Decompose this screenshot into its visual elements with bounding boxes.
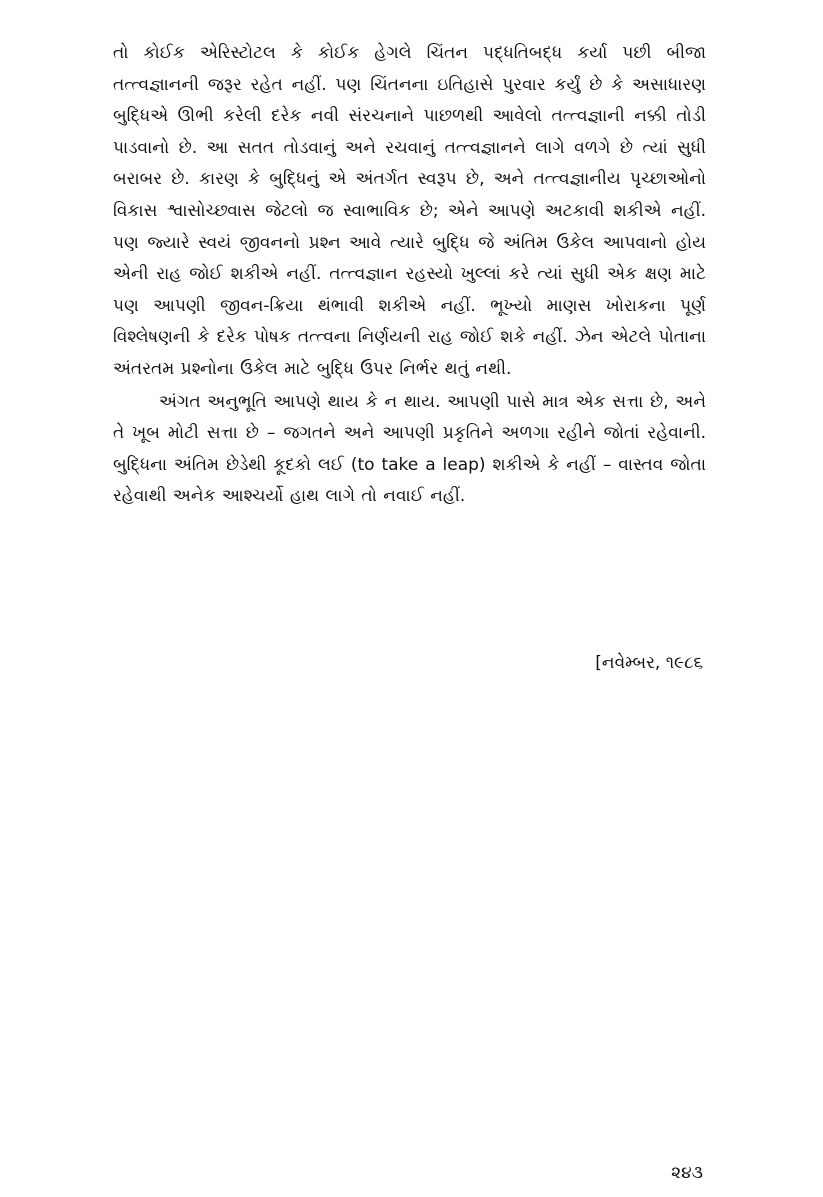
date-signature: [નવેમ્બર, ૧૯૮૬	[595, 653, 703, 673]
body-text	[113, 38, 706, 513]
paragraph-2: અંગત અનુભૂતિ આપણે થાય કે ન થાય. આપણી પાસે માત્ર એક સત્તા છે, અને તે ખૂબ મોટી સત્તા છે – જગતને અને આપણી પ્રકૃતિને અળગા રહીને જોતાં રહેવાની. બુદ્ધિના અંતિમ છેડેથી કૂદકો લઈ (to take a leap) શકીએ કે નહીં – વાસ્તવ જોતા રહેવાથી અનેક આશ્ચર્યો હાથ લાગે તો નવાઈ નહીં.	[113, 391, 706, 507]
page-number: ૨૪૩	[671, 1163, 703, 1183]
paragraph-1: તો કોઈક એરિસ્ટોટલ કે કોઈક હેગલે ચિંતન પદ્ધતિબદ્ધ કર્યા પછી બીજા તત્ત્વજ્ઞાનની જરૂર રહેત નહીં. પણ ચિંતનના ઇતિહાસે પુરવાર કર્યું છે કે અસાધારણ બુદ્ધિએ ઊભી કરેલી દરેક નવી સંરચનાને પાછળથી આવેલો તત્ત્વજ્ઞાની નક્કી તોડી પાડવાનો છે. આ સતત તોડવાનું અને રચવાનું તત્ત્વજ્ઞાનને લાગે વળગે છે ત્યાં સુધી બરાબર છે. કારણ કે બુદ્ધિનું એ અંતર્ગત સ્વરૂપ છે, અને તત્ત્વજ્ઞાનીય પૃચ્છાઓનો વિકાસ શ્વાસોચ્છ્વાસ જેટલો જ સ્વાભાવિક છે; એને આપણે અટકાવી શકીએ નહીં. પણ જ્યારે સ્વયં જીવનનો પ્રશ્ન આવે ત્યારે બુદ્ધિ જે અંતિમ ઉકેલ આપવાનો હોય એની રાહ જોઈ શકીએ નહીં. તત્ત્વજ્ઞાન રહસ્યો ખુલ્લાં કરે ત્યાં સુધી એક ક્ષણ માટે પણ આપણી જીવન-ક્રિયા થંભાવી શકીએ નહીં. ભૂખ્યો માણસ ખોરાકના પૂર્ણ વિશ્લેષણની કે દરેક પોષક તત્ત્વના નિર્ણયની રાહ જોઈ શકે નહીં. ઝેન એટલે પોતાના અંતરતમ પ્રશ્નોના ઉકેલ માટે બુદ્ધિ ઉપર નિર્ભર થતું નથી.	[113, 43, 706, 379]
